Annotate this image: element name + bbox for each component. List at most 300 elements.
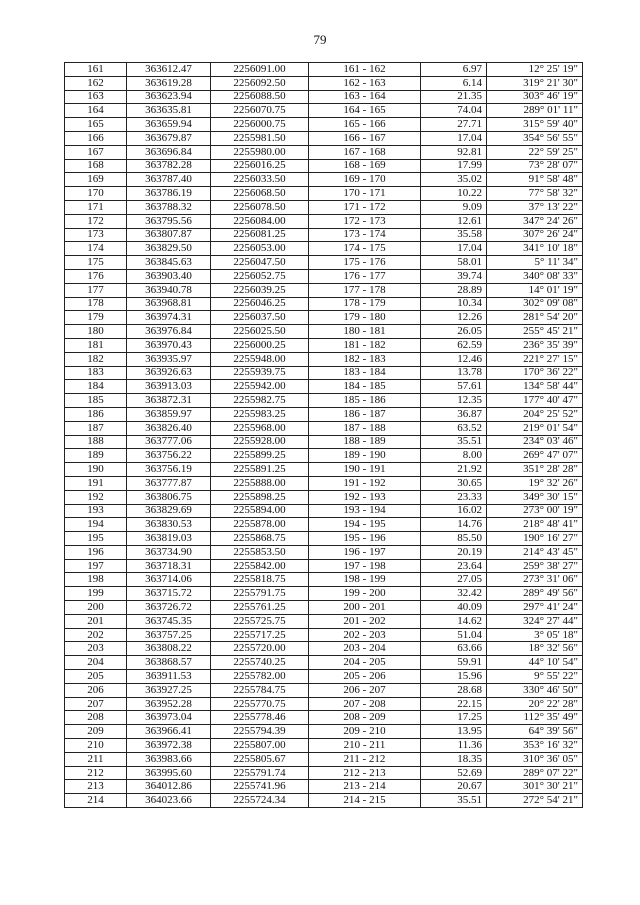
length-cell: 20.19 bbox=[421, 545, 487, 559]
point-number-cell: 180 bbox=[65, 325, 127, 339]
x-coordinate-cell: 363788.32 bbox=[127, 200, 211, 214]
y-coordinate-cell: 2255720.00 bbox=[211, 642, 309, 656]
bearing-cell: 22° 59' 25" bbox=[487, 145, 583, 159]
y-coordinate-cell: 2256053.00 bbox=[211, 242, 309, 256]
length-cell: 6.14 bbox=[421, 76, 487, 90]
y-coordinate-cell: 2255983.25 bbox=[211, 407, 309, 421]
table-row bbox=[65, 325, 583, 339]
y-coordinate-cell: 2255853.50 bbox=[211, 545, 309, 559]
point-number-cell: 162 bbox=[65, 76, 127, 90]
x-coordinate-cell: 363715.72 bbox=[127, 587, 211, 601]
point-number-cell: 195 bbox=[65, 532, 127, 546]
table-row bbox=[65, 118, 583, 132]
point-number-cell: 197 bbox=[65, 559, 127, 573]
y-coordinate-cell: 2255807.00 bbox=[211, 739, 309, 753]
bearing-cell: 354° 56' 55" bbox=[487, 131, 583, 145]
y-coordinate-cell: 2255939.75 bbox=[211, 366, 309, 380]
length-cell: 17.04 bbox=[421, 242, 487, 256]
length-cell: 17.04 bbox=[421, 131, 487, 145]
segment-cell: 210 - 211 bbox=[309, 739, 421, 753]
bearing-cell: 5° 11' 34" bbox=[487, 256, 583, 270]
segment-cell: 182 - 183 bbox=[309, 352, 421, 366]
bearing-cell: 349° 30' 15" bbox=[487, 490, 583, 504]
y-coordinate-cell: 2255868.75 bbox=[211, 532, 309, 546]
bearing-cell: 301° 30' 21" bbox=[487, 780, 583, 794]
segment-cell: 194 - 195 bbox=[309, 518, 421, 532]
bearing-cell: 255° 45' 21" bbox=[487, 325, 583, 339]
point-number-cell: 187 bbox=[65, 421, 127, 435]
point-number-cell: 177 bbox=[65, 283, 127, 297]
y-coordinate-cell: 2256092.50 bbox=[211, 76, 309, 90]
bearing-cell: 44° 10' 54" bbox=[487, 656, 583, 670]
table-row bbox=[65, 338, 583, 352]
table-row bbox=[65, 628, 583, 642]
table-row bbox=[65, 311, 583, 325]
length-cell: 15.96 bbox=[421, 670, 487, 684]
y-coordinate-cell: 2256037.50 bbox=[211, 311, 309, 325]
length-cell: 17.99 bbox=[421, 159, 487, 173]
point-number-cell: 188 bbox=[65, 435, 127, 449]
y-coordinate-cell: 2256068.50 bbox=[211, 187, 309, 201]
segment-cell: 188 - 189 bbox=[309, 435, 421, 449]
point-number-cell: 166 bbox=[65, 131, 127, 145]
bearing-cell: 112° 35' 49" bbox=[487, 711, 583, 725]
y-coordinate-cell: 2255982.75 bbox=[211, 394, 309, 408]
x-coordinate-cell: 363786.19 bbox=[127, 187, 211, 201]
point-number-cell: 207 bbox=[65, 697, 127, 711]
length-cell: 63.52 bbox=[421, 421, 487, 435]
segment-cell: 191 - 192 bbox=[309, 476, 421, 490]
bearing-cell: 351° 28' 28" bbox=[487, 463, 583, 477]
length-cell: 35.51 bbox=[421, 794, 487, 808]
segment-cell: 185 - 186 bbox=[309, 394, 421, 408]
length-cell: 13.78 bbox=[421, 366, 487, 380]
point-number-cell: 203 bbox=[65, 642, 127, 656]
table-row bbox=[65, 587, 583, 601]
table-row bbox=[65, 573, 583, 587]
segment-cell: 169 - 170 bbox=[309, 173, 421, 187]
point-number-cell: 198 bbox=[65, 573, 127, 587]
length-cell: 12.46 bbox=[421, 352, 487, 366]
x-coordinate-cell: 363659.94 bbox=[127, 118, 211, 132]
length-cell: 10.34 bbox=[421, 297, 487, 311]
x-coordinate-cell: 363619.28 bbox=[127, 76, 211, 90]
segment-cell: 172 - 173 bbox=[309, 214, 421, 228]
bearing-cell: 315° 59' 40" bbox=[487, 118, 583, 132]
table-row bbox=[65, 449, 583, 463]
length-cell: 14.62 bbox=[421, 614, 487, 628]
point-number-cell: 176 bbox=[65, 269, 127, 283]
point-number-cell: 161 bbox=[65, 63, 127, 77]
y-coordinate-cell: 2256052.75 bbox=[211, 269, 309, 283]
x-coordinate-cell: 363872.31 bbox=[127, 394, 211, 408]
table-row bbox=[65, 711, 583, 725]
length-cell: 52.69 bbox=[421, 766, 487, 780]
bearing-cell: 289° 07' 22" bbox=[487, 766, 583, 780]
length-cell: 23.33 bbox=[421, 490, 487, 504]
length-cell: 23.64 bbox=[421, 559, 487, 573]
point-number-cell: 210 bbox=[65, 739, 127, 753]
segment-cell: 186 - 187 bbox=[309, 407, 421, 421]
x-coordinate-cell: 363935.97 bbox=[127, 352, 211, 366]
length-cell: 26.05 bbox=[421, 325, 487, 339]
x-coordinate-cell: 363623.94 bbox=[127, 90, 211, 104]
length-cell: 39.74 bbox=[421, 269, 487, 283]
bearing-cell: 281° 54' 20" bbox=[487, 311, 583, 325]
length-cell: 27.71 bbox=[421, 118, 487, 132]
segment-cell: 171 - 172 bbox=[309, 200, 421, 214]
bearing-cell: 340° 08' 33" bbox=[487, 269, 583, 283]
point-number-cell: 193 bbox=[65, 504, 127, 518]
x-coordinate-cell: 363718.31 bbox=[127, 559, 211, 573]
y-coordinate-cell: 2255784.75 bbox=[211, 683, 309, 697]
y-coordinate-cell: 2255891.25 bbox=[211, 463, 309, 477]
bearing-cell: 289° 01' 11" bbox=[487, 104, 583, 118]
table-row bbox=[65, 269, 583, 283]
x-coordinate-cell: 363756.22 bbox=[127, 449, 211, 463]
bearing-cell: 218° 48' 41" bbox=[487, 518, 583, 532]
x-coordinate-cell: 363696.84 bbox=[127, 145, 211, 159]
x-coordinate-cell: 364012.86 bbox=[127, 780, 211, 794]
segment-cell: 170 - 171 bbox=[309, 187, 421, 201]
y-coordinate-cell: 2255980.00 bbox=[211, 145, 309, 159]
bearing-cell: 177° 40' 47" bbox=[487, 394, 583, 408]
x-coordinate-cell: 363952.28 bbox=[127, 697, 211, 711]
point-number-cell: 185 bbox=[65, 394, 127, 408]
table-row bbox=[65, 187, 583, 201]
table-row bbox=[65, 407, 583, 421]
table-row bbox=[65, 352, 583, 366]
length-cell: 74.04 bbox=[421, 104, 487, 118]
bearing-cell: 219° 01' 54" bbox=[487, 421, 583, 435]
point-number-cell: 169 bbox=[65, 173, 127, 187]
x-coordinate-cell: 363726.72 bbox=[127, 601, 211, 615]
x-coordinate-cell: 363612.47 bbox=[127, 63, 211, 77]
bearing-cell: 91° 58' 48" bbox=[487, 173, 583, 187]
length-cell: 16.02 bbox=[421, 504, 487, 518]
y-coordinate-cell: 2255794.39 bbox=[211, 725, 309, 739]
y-coordinate-cell: 2256088.50 bbox=[211, 90, 309, 104]
length-cell: 57.61 bbox=[421, 380, 487, 394]
segment-cell: 177 - 178 bbox=[309, 283, 421, 297]
y-coordinate-cell: 2255791.74 bbox=[211, 766, 309, 780]
segment-cell: 167 - 168 bbox=[309, 145, 421, 159]
y-coordinate-cell: 2256078.50 bbox=[211, 200, 309, 214]
table-row bbox=[65, 794, 583, 808]
table-row bbox=[65, 200, 583, 214]
table-row bbox=[65, 642, 583, 656]
segment-cell: 187 - 188 bbox=[309, 421, 421, 435]
y-coordinate-cell: 2255942.00 bbox=[211, 380, 309, 394]
y-coordinate-cell: 2255724.34 bbox=[211, 794, 309, 808]
table-row bbox=[65, 697, 583, 711]
point-number-cell: 206 bbox=[65, 683, 127, 697]
x-coordinate-cell: 363995.60 bbox=[127, 766, 211, 780]
y-coordinate-cell: 2256084.00 bbox=[211, 214, 309, 228]
length-cell: 36.87 bbox=[421, 407, 487, 421]
segment-cell: 213 - 214 bbox=[309, 780, 421, 794]
x-coordinate-cell: 363927.25 bbox=[127, 683, 211, 697]
segment-cell: 163 - 164 bbox=[309, 90, 421, 104]
table-row bbox=[65, 435, 583, 449]
segment-cell: 205 - 206 bbox=[309, 670, 421, 684]
length-cell: 35.58 bbox=[421, 228, 487, 242]
bearing-cell: 272° 54' 21" bbox=[487, 794, 583, 808]
y-coordinate-cell: 2255888.00 bbox=[211, 476, 309, 490]
x-coordinate-cell: 363830.53 bbox=[127, 518, 211, 532]
bearing-cell: 259° 38' 27" bbox=[487, 559, 583, 573]
point-number-cell: 175 bbox=[65, 256, 127, 270]
x-coordinate-cell: 363806.75 bbox=[127, 490, 211, 504]
x-coordinate-cell: 363757.25 bbox=[127, 628, 211, 642]
y-coordinate-cell: 2255928.00 bbox=[211, 435, 309, 449]
table-row bbox=[65, 490, 583, 504]
x-coordinate-cell: 363940.78 bbox=[127, 283, 211, 297]
bearing-cell: 273° 00' 19" bbox=[487, 504, 583, 518]
point-number-cell: 163 bbox=[65, 90, 127, 104]
point-number-cell: 174 bbox=[65, 242, 127, 256]
segment-cell: 176 - 177 bbox=[309, 269, 421, 283]
bearing-cell: 353° 16' 32" bbox=[487, 739, 583, 753]
y-coordinate-cell: 2255842.00 bbox=[211, 559, 309, 573]
y-coordinate-cell: 2256025.50 bbox=[211, 325, 309, 339]
x-coordinate-cell: 363859.97 bbox=[127, 407, 211, 421]
coordinates-table bbox=[64, 62, 583, 808]
segment-cell: 203 - 204 bbox=[309, 642, 421, 656]
x-coordinate-cell: 364023.66 bbox=[127, 794, 211, 808]
segment-cell: 195 - 196 bbox=[309, 532, 421, 546]
segment-cell: 181 - 182 bbox=[309, 338, 421, 352]
length-cell: 9.09 bbox=[421, 200, 487, 214]
table-row bbox=[65, 380, 583, 394]
point-number-cell: 212 bbox=[65, 766, 127, 780]
segment-cell: 214 - 215 bbox=[309, 794, 421, 808]
table-row bbox=[65, 256, 583, 270]
point-number-cell: 184 bbox=[65, 380, 127, 394]
segment-cell: 166 - 167 bbox=[309, 131, 421, 145]
table-row bbox=[65, 90, 583, 104]
table-row bbox=[65, 242, 583, 256]
table-row bbox=[65, 145, 583, 159]
length-cell: 32.42 bbox=[421, 587, 487, 601]
table-row bbox=[65, 780, 583, 794]
point-number-cell: 213 bbox=[65, 780, 127, 794]
point-number-cell: 168 bbox=[65, 159, 127, 173]
point-number-cell: 211 bbox=[65, 752, 127, 766]
bearing-cell: 77° 58' 32" bbox=[487, 187, 583, 201]
segment-cell: 168 - 169 bbox=[309, 159, 421, 173]
segment-cell: 179 - 180 bbox=[309, 311, 421, 325]
point-number-cell: 190 bbox=[65, 463, 127, 477]
table-row bbox=[65, 297, 583, 311]
length-cell: 27.05 bbox=[421, 573, 487, 587]
segment-cell: 183 - 184 bbox=[309, 366, 421, 380]
x-coordinate-cell: 363787.40 bbox=[127, 173, 211, 187]
bearing-cell: 236° 35' 39" bbox=[487, 338, 583, 352]
bearing-cell: 134° 58' 44" bbox=[487, 380, 583, 394]
point-number-cell: 214 bbox=[65, 794, 127, 808]
point-number-cell: 202 bbox=[65, 628, 127, 642]
bearing-cell: 310° 36' 05" bbox=[487, 752, 583, 766]
point-number-cell: 165 bbox=[65, 118, 127, 132]
y-coordinate-cell: 2256039.25 bbox=[211, 283, 309, 297]
table-row bbox=[65, 559, 583, 573]
x-coordinate-cell: 363745.35 bbox=[127, 614, 211, 628]
segment-cell: 189 - 190 bbox=[309, 449, 421, 463]
x-coordinate-cell: 363777.06 bbox=[127, 435, 211, 449]
point-number-cell: 186 bbox=[65, 407, 127, 421]
bearing-cell: 14° 01' 19" bbox=[487, 283, 583, 297]
point-number-cell: 209 bbox=[65, 725, 127, 739]
length-cell: 18.35 bbox=[421, 752, 487, 766]
bearing-cell: 324° 27' 44" bbox=[487, 614, 583, 628]
bearing-cell: 330° 46' 50" bbox=[487, 683, 583, 697]
x-coordinate-cell: 363807.87 bbox=[127, 228, 211, 242]
y-coordinate-cell: 2255818.75 bbox=[211, 573, 309, 587]
y-coordinate-cell: 2256000.75 bbox=[211, 118, 309, 132]
table-row bbox=[65, 228, 583, 242]
x-coordinate-cell: 363826.40 bbox=[127, 421, 211, 435]
segment-cell: 202 - 203 bbox=[309, 628, 421, 642]
bearing-cell: 20° 22' 28" bbox=[487, 697, 583, 711]
x-coordinate-cell: 363635.81 bbox=[127, 104, 211, 118]
y-coordinate-cell: 2255791.75 bbox=[211, 587, 309, 601]
x-coordinate-cell: 363913.03 bbox=[127, 380, 211, 394]
length-cell: 85.50 bbox=[421, 532, 487, 546]
length-cell: 12.35 bbox=[421, 394, 487, 408]
x-coordinate-cell: 363845.63 bbox=[127, 256, 211, 270]
point-number-cell: 172 bbox=[65, 214, 127, 228]
bearing-cell: 273° 31' 06" bbox=[487, 573, 583, 587]
x-coordinate-cell: 363970.43 bbox=[127, 338, 211, 352]
table-row bbox=[65, 421, 583, 435]
coordinates-table-body bbox=[65, 63, 583, 808]
bearing-cell: 12° 25' 19" bbox=[487, 63, 583, 77]
table-row bbox=[65, 131, 583, 145]
point-number-cell: 192 bbox=[65, 490, 127, 504]
segment-cell: 164 - 165 bbox=[309, 104, 421, 118]
y-coordinate-cell: 2255741.96 bbox=[211, 780, 309, 794]
bearing-cell: 289° 49' 56" bbox=[487, 587, 583, 601]
segment-cell: 161 - 162 bbox=[309, 63, 421, 77]
point-number-cell: 173 bbox=[65, 228, 127, 242]
segment-cell: 165 - 166 bbox=[309, 118, 421, 132]
point-number-cell: 191 bbox=[65, 476, 127, 490]
segment-cell: 197 - 198 bbox=[309, 559, 421, 573]
y-coordinate-cell: 2255740.25 bbox=[211, 656, 309, 670]
table-row bbox=[65, 656, 583, 670]
segment-cell: 178 - 179 bbox=[309, 297, 421, 311]
segment-cell: 190 - 191 bbox=[309, 463, 421, 477]
y-coordinate-cell: 2255778.46 bbox=[211, 711, 309, 725]
length-cell: 13.95 bbox=[421, 725, 487, 739]
x-coordinate-cell: 363734.90 bbox=[127, 545, 211, 559]
y-coordinate-cell: 2255981.50 bbox=[211, 131, 309, 145]
segment-cell: 196 - 197 bbox=[309, 545, 421, 559]
table-row bbox=[65, 63, 583, 77]
bearing-cell: 37° 13' 22" bbox=[487, 200, 583, 214]
length-cell: 14.76 bbox=[421, 518, 487, 532]
table-row bbox=[65, 670, 583, 684]
table-row bbox=[65, 76, 583, 90]
y-coordinate-cell: 2256047.50 bbox=[211, 256, 309, 270]
y-coordinate-cell: 2255898.25 bbox=[211, 490, 309, 504]
point-number-cell: 208 bbox=[65, 711, 127, 725]
y-coordinate-cell: 2255948.00 bbox=[211, 352, 309, 366]
x-coordinate-cell: 363973.04 bbox=[127, 711, 211, 725]
segment-cell: 200 - 201 bbox=[309, 601, 421, 615]
x-coordinate-cell: 363911.53 bbox=[127, 670, 211, 684]
length-cell: 35.02 bbox=[421, 173, 487, 187]
x-coordinate-cell: 363777.87 bbox=[127, 476, 211, 490]
segment-cell: 180 - 181 bbox=[309, 325, 421, 339]
table-row bbox=[65, 463, 583, 477]
bearing-cell: 170° 36' 22" bbox=[487, 366, 583, 380]
y-coordinate-cell: 2255894.00 bbox=[211, 504, 309, 518]
table-row bbox=[65, 739, 583, 753]
x-coordinate-cell: 363829.69 bbox=[127, 504, 211, 518]
point-number-cell: 200 bbox=[65, 601, 127, 615]
x-coordinate-cell: 363714.06 bbox=[127, 573, 211, 587]
bearing-cell: 9° 55' 22" bbox=[487, 670, 583, 684]
x-coordinate-cell: 363782.28 bbox=[127, 159, 211, 173]
bearing-cell: 347° 24' 26" bbox=[487, 214, 583, 228]
y-coordinate-cell: 2256091.00 bbox=[211, 63, 309, 77]
y-coordinate-cell: 2255899.25 bbox=[211, 449, 309, 463]
y-coordinate-cell: 2255805.67 bbox=[211, 752, 309, 766]
segment-cell: 193 - 194 bbox=[309, 504, 421, 518]
length-cell: 10.22 bbox=[421, 187, 487, 201]
x-coordinate-cell: 363819.03 bbox=[127, 532, 211, 546]
table-row bbox=[65, 366, 583, 380]
table-row bbox=[65, 159, 583, 173]
bearing-cell: 221° 27' 15" bbox=[487, 352, 583, 366]
bearing-cell: 64° 39' 56" bbox=[487, 725, 583, 739]
bearing-cell: 341° 10' 18" bbox=[487, 242, 583, 256]
segment-cell: 175 - 176 bbox=[309, 256, 421, 270]
x-coordinate-cell: 363926.63 bbox=[127, 366, 211, 380]
point-number-cell: 171 bbox=[65, 200, 127, 214]
point-number-cell: 182 bbox=[65, 352, 127, 366]
y-coordinate-cell: 2255878.00 bbox=[211, 518, 309, 532]
bearing-cell: 269° 47' 07" bbox=[487, 449, 583, 463]
length-cell: 22.15 bbox=[421, 697, 487, 711]
y-coordinate-cell: 2255761.25 bbox=[211, 601, 309, 615]
point-number-cell: 205 bbox=[65, 670, 127, 684]
table-row bbox=[65, 476, 583, 490]
table-row bbox=[65, 725, 583, 739]
length-cell: 63.66 bbox=[421, 642, 487, 656]
bearing-cell: 204° 25' 52" bbox=[487, 407, 583, 421]
x-coordinate-cell: 363972.38 bbox=[127, 739, 211, 753]
length-cell: 21.35 bbox=[421, 90, 487, 104]
table-row bbox=[65, 766, 583, 780]
table-row bbox=[65, 601, 583, 615]
segment-cell: 173 - 174 bbox=[309, 228, 421, 242]
point-number-cell: 183 bbox=[65, 366, 127, 380]
y-coordinate-cell: 2255717.25 bbox=[211, 628, 309, 642]
bearing-cell: 297° 41' 24" bbox=[487, 601, 583, 615]
table-row bbox=[65, 532, 583, 546]
point-number-cell: 196 bbox=[65, 545, 127, 559]
bearing-cell: 19° 32' 26" bbox=[487, 476, 583, 490]
y-coordinate-cell: 2256081.25 bbox=[211, 228, 309, 242]
point-number-cell: 164 bbox=[65, 104, 127, 118]
point-number-cell: 194 bbox=[65, 518, 127, 532]
length-cell: 20.67 bbox=[421, 780, 487, 794]
bearing-cell: 18° 32' 56" bbox=[487, 642, 583, 656]
table-row bbox=[65, 504, 583, 518]
